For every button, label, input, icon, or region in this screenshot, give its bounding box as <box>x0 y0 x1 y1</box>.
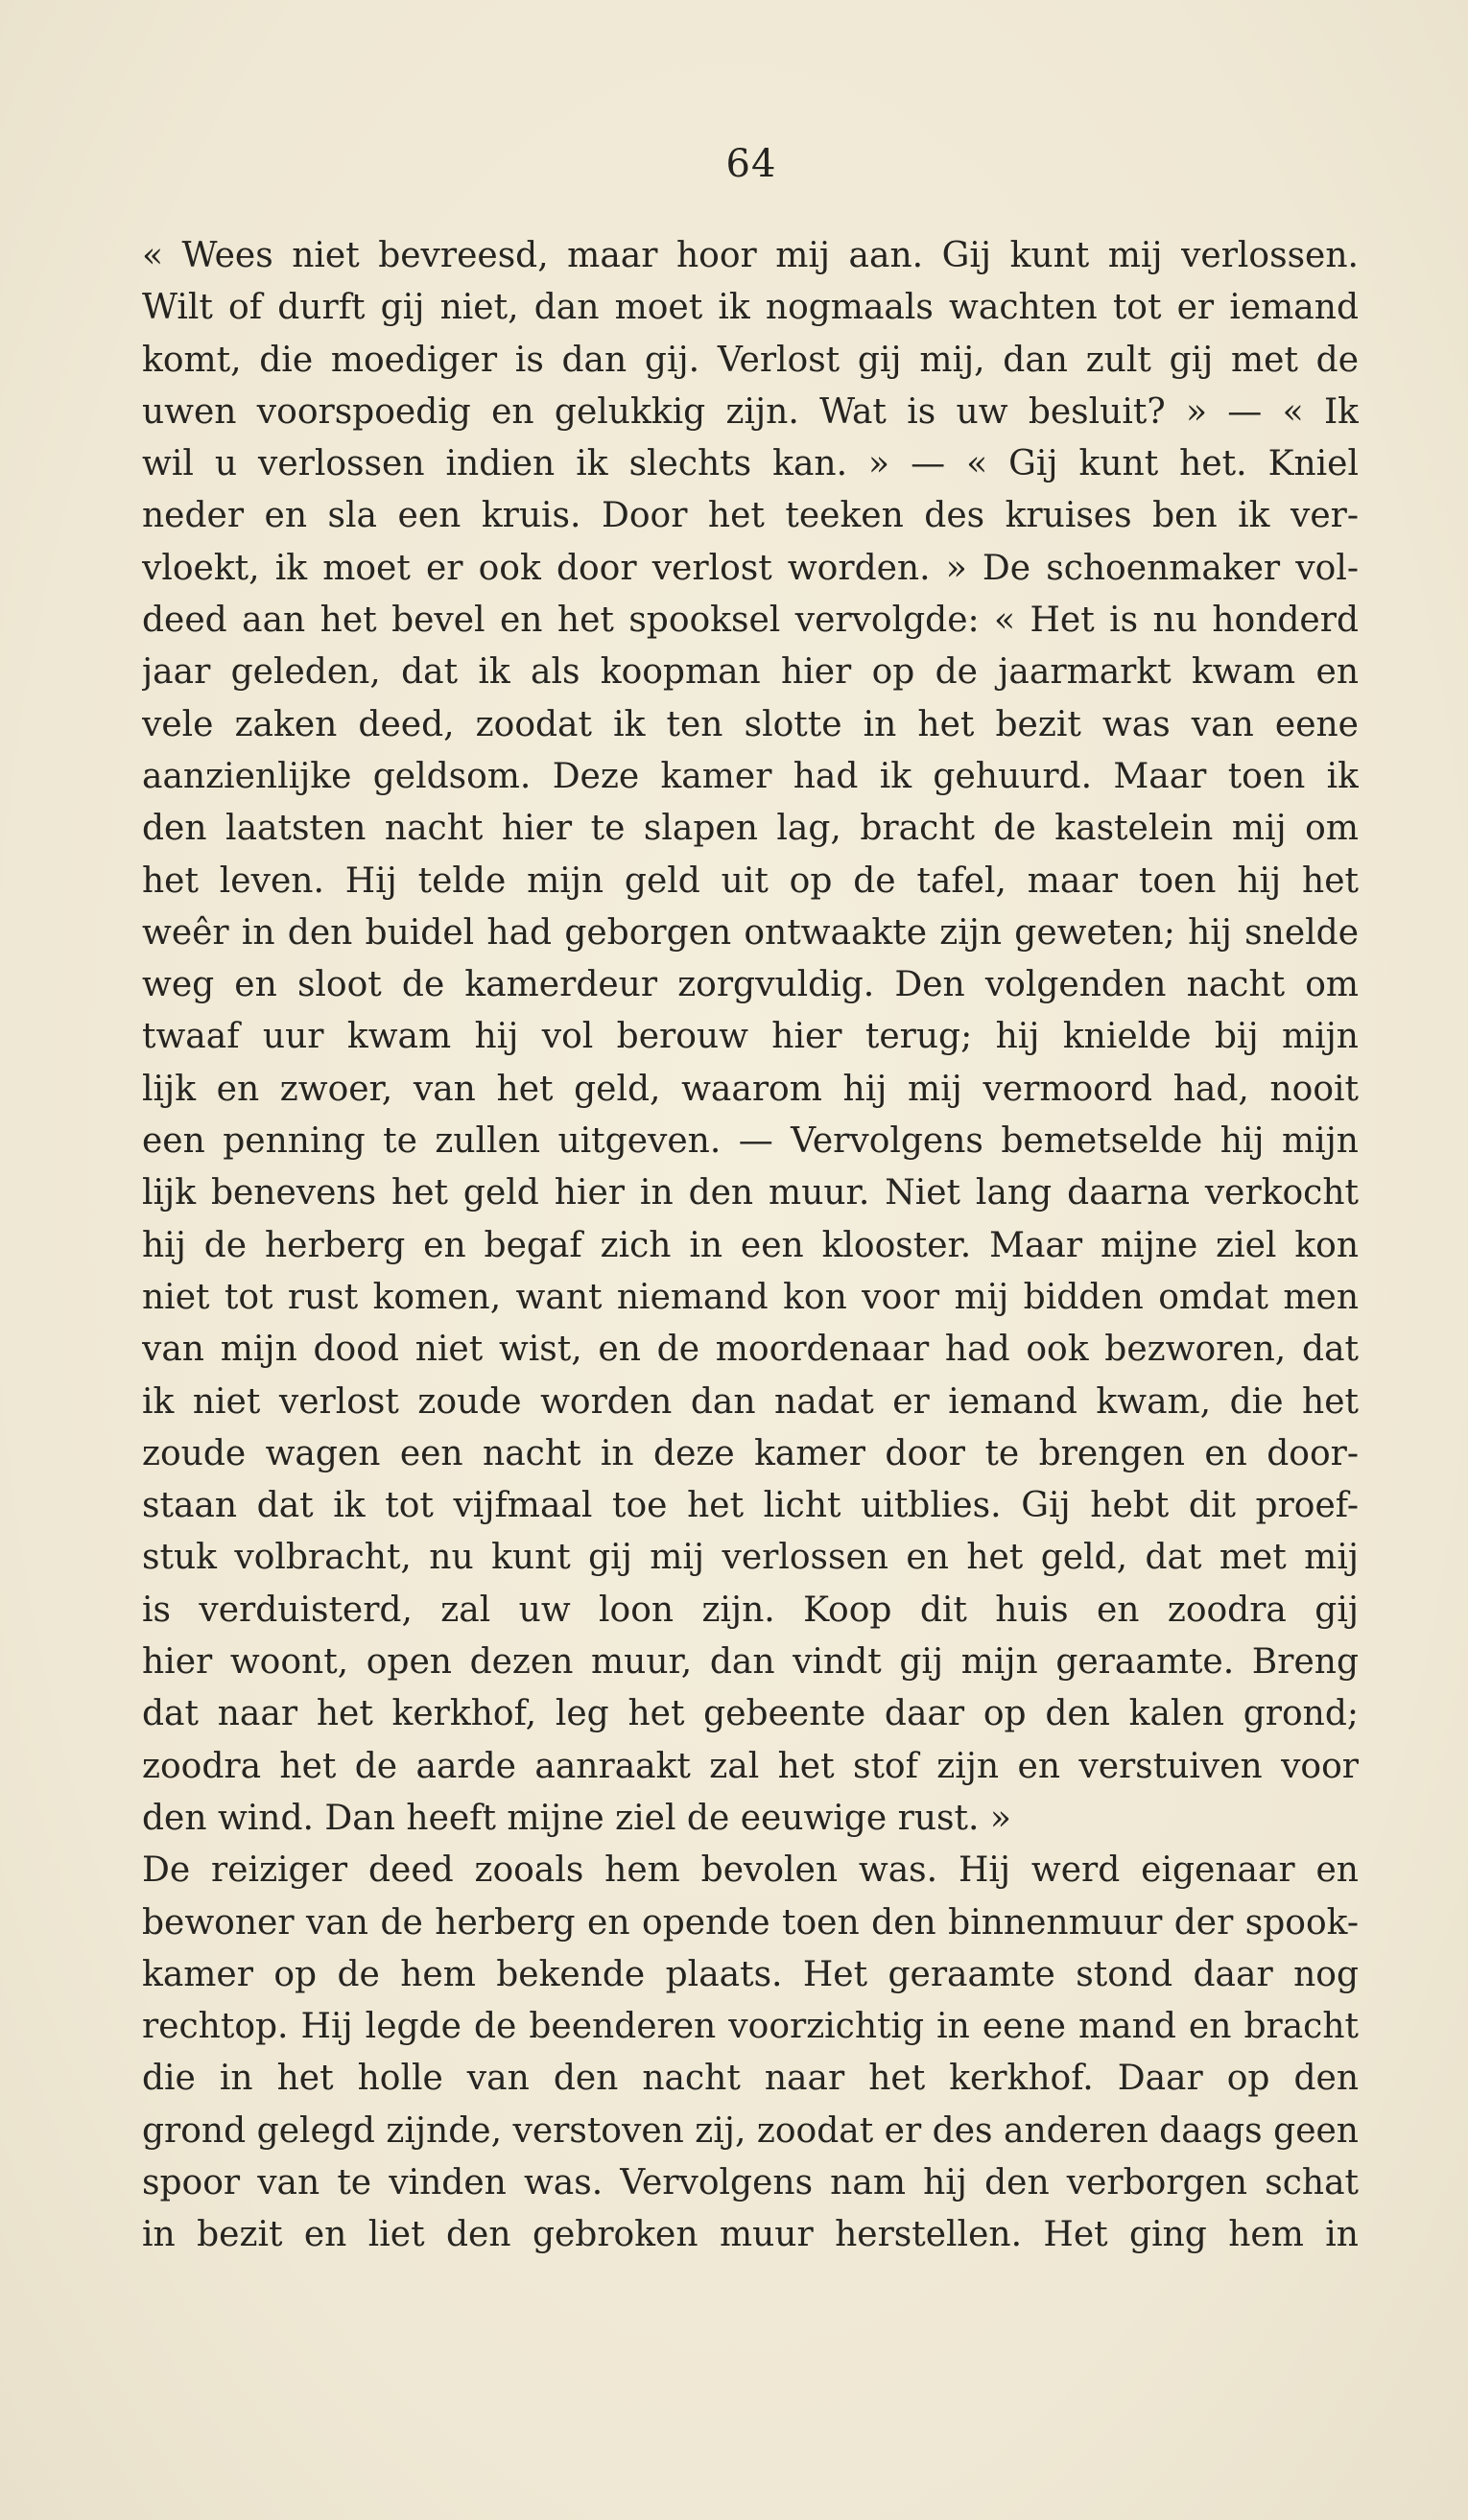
text-line: Wilt of durft gij niet, dan moet ik nogmaals wachten tot er iemand <box>142 288 1359 328</box>
text-line: den wind. Dan heeft mijne ziel de eeuwige rust. » <box>142 1798 1011 1838</box>
text-line: zoude wagen een nacht in deze kamer door te brengen en door- <box>142 1433 1359 1473</box>
text-line: van mijn dood niet wist, en de moordenaar had ook bezworen, dat <box>142 1330 1359 1370</box>
text-line: lijk en zwoer, van het geld, waarom hij mij vermoord had, nooit <box>142 1069 1359 1109</box>
text-line: in bezit en liet den gebroken muur herstellen. Het ging hem in <box>142 2215 1359 2255</box>
text-line: rechtop. Hij legde de beenderen voorzichtig in eene mand en bracht <box>142 2007 1359 2047</box>
text-line: hier woont, open dezen muur, dan vindt gij mijn geraamte. Breng <box>142 1642 1359 1683</box>
page-number: 64 <box>725 142 777 186</box>
text-line: niet tot rust komen, want niemand kon voor mij bidden omdat men <box>142 1277 1359 1317</box>
text-line: stuk volbracht, nu kunt gij mij verlossen en het geld, dat met mij <box>142 1538 1359 1578</box>
text-line: ik niet verlost zoude worden dan nadat er iemand kwam, die het <box>142 1381 1359 1422</box>
text-line: het leven. Hij telde mijn geld uit op de tafel, maar toen hij het <box>142 860 1359 901</box>
text-line: spoor van te vinden was. Vervolgens nam hij den verborgen schat <box>142 2162 1359 2202</box>
text-line: twaaf uur kwam hij vol berouw hier terug; hij knielde bij mijn <box>142 1017 1359 1057</box>
text-line: jaar geleden, dat ik als koopman hier op de jaarmarkt kwam en <box>142 652 1359 693</box>
text-line: grond gelegd zijnde, verstoven zij, zoodat er des anderen daags geen <box>142 2110 1359 2151</box>
text-line: staan dat ik tot vijfmaal toe het licht uitblies. Gij hebt dit proef- <box>142 1486 1359 1526</box>
text-line: De reiziger deed zooals hem bevolen was. Hij werd eigenaar en <box>142 1850 1359 1891</box>
text-line: komt, die moediger is dan gij. Verlost gij mij, dan zult gij met de <box>142 340 1359 380</box>
text-line: aanzienlijke geldsom. Deze kamer had ik gehuurd. Maar toen ik <box>142 756 1359 796</box>
body-text <box>142 230 1359 2262</box>
text-line: neder en sla een kruis. Door het teeken des kruises ben ik ver- <box>142 496 1359 536</box>
text-line: lijk benevens het geld hier in den muur. Niet lang daarna verkocht <box>142 1173 1359 1213</box>
text-line: hij de herberg en begaf zich in een klooster. Maar mijne ziel kon <box>142 1225 1359 1265</box>
text-line: dat naar het kerkhof, leg het gebeente daar op den kalen grond; <box>142 1694 1359 1734</box>
text-line: wil u verlossen indien ik slechts kan. » — « Gij kunt het. Kniel <box>142 444 1359 484</box>
text-line: kamer op de hem bekende plaats. Het geraamte stond daar nog <box>142 1954 1359 1994</box>
text-line: den laatsten nacht hier te slapen lag, bracht de kastelein mij om <box>142 809 1359 849</box>
text-line: bewoner van de herberg en opende toen den binnenmuur der spook- <box>142 1902 1359 1943</box>
text-line: weêr in den buidel had geborgen ontwaakte zijn geweten; hij snelde <box>142 912 1359 953</box>
text-line: een penning te zullen uitgeven. — Vervolgens bemetselde hij mijn <box>142 1121 1359 1162</box>
text-line: vloekt, ik moet er ook door verlost worden. » De schoenmaker vol- <box>142 548 1359 588</box>
text-line: uwen voorspoedig en gelukkig zijn. Wat is uw besluit? » — « Ik <box>142 391 1359 432</box>
text-line: is verduisterd, zal uw loon zijn. Koop dit huis en zoodra gij <box>142 1590 1359 1630</box>
text-line: vele zaken deed, zoodat ik ten slotte in het bezit was van eene <box>142 704 1359 744</box>
text-line: « Wees niet bevreesd, maar hoor mij aan. Gij kunt mij verlossen. <box>142 236 1359 275</box>
text-line: weg en sloot de kamerdeur zorgvuldig. Den volgenden nacht om <box>142 965 1359 1005</box>
text-line: zoodra het de aarde aanraakt zal het stof zijn en verstuiven voor <box>142 1746 1359 1786</box>
text-line: die in het holle van den nacht naar het kerkhof. Daar op den <box>142 2059 1359 2099</box>
text-line: deed aan het bevel en het spooksel vervolgde: « Het is nu honderd <box>142 601 1359 641</box>
